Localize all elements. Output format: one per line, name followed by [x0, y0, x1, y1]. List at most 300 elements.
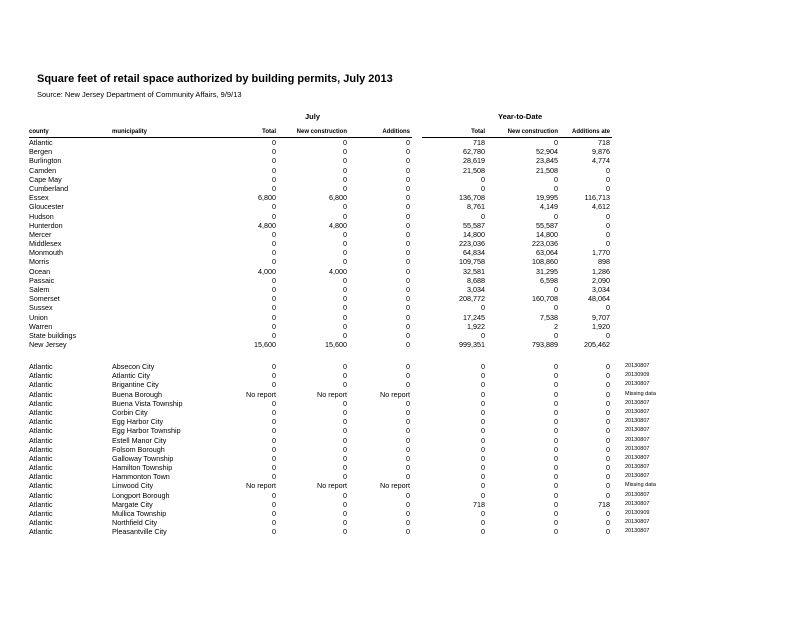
county-cell: Atlantic — [29, 389, 53, 399]
county-cell: Atlantic — [29, 380, 53, 390]
ytd-additions-cell: 0 — [606, 527, 610, 537]
county-cell: Atlantic — [29, 509, 53, 518]
county-row — [0, 202, 800, 211]
county-cell: New Jersey — [29, 340, 67, 350]
ytd-additions-cell: 0 — [606, 444, 610, 454]
ytd-total-cell: 0 — [481, 183, 485, 193]
group-header-july: July — [305, 112, 321, 121]
july-total-cell: 15,600 — [254, 340, 276, 350]
ytd-total-cell: 0 — [481, 426, 485, 436]
july-additions-cell: 0 — [406, 490, 410, 500]
ytd-additions-cell: 9,876 — [592, 147, 610, 157]
county-cell: Hudson — [29, 211, 54, 221]
ytd-additions-cell: 0 — [606, 389, 610, 399]
july-total-cell: 0 — [272, 229, 276, 239]
july-total-cell: 0 — [272, 435, 276, 445]
ytd-total-cell: 0 — [481, 398, 485, 408]
ytd-additions-cell: 0 — [606, 481, 610, 491]
county-cell: Union — [29, 312, 48, 322]
ytd-new-construction-cell: 0 — [554, 417, 558, 427]
ytd-total-cell: 0 — [481, 509, 485, 518]
municipality-cell: Folsom Borough — [112, 444, 165, 454]
july-additions-cell: 0 — [406, 202, 410, 212]
ytd-total-cell: 14,800 — [463, 229, 485, 239]
county-cell: Morris — [29, 257, 49, 267]
july-new-construction-cell: 4,000 — [329, 266, 347, 276]
county-cell: Camden — [29, 165, 57, 175]
municipality-cell: Linwood City — [112, 481, 154, 491]
ytd-total-cell: 109,758 — [459, 257, 485, 267]
july-new-construction-cell: 0 — [343, 490, 347, 500]
ytd-new-construction-cell: 0 — [554, 509, 558, 518]
july-new-construction-cell: 0 — [343, 509, 347, 518]
county-cell: Atlantic — [29, 435, 53, 445]
ytd-total-cell: 0 — [481, 211, 485, 221]
municipality-cell: Margate City — [112, 499, 153, 509]
ytd-total-cell: 999,351 — [459, 340, 485, 350]
municipality-row — [0, 380, 800, 389]
ytd-new-construction-cell: 0 — [554, 499, 558, 509]
july-total-cell: 0 — [272, 371, 276, 381]
ytd-total-cell: 62,780 — [463, 147, 485, 157]
report-date-cell: 20130807 — [625, 399, 650, 406]
july-additions-cell: 0 — [406, 426, 410, 436]
ytd-new-construction-cell: 0 — [554, 426, 558, 436]
county-row — [0, 175, 800, 184]
july-total-cell: 0 — [272, 312, 276, 322]
ytd-new-construction-cell: 0 — [554, 330, 558, 340]
county-cell: Atlantic — [29, 481, 53, 491]
ytd-new-construction-cell: 23,845 — [536, 156, 558, 166]
ytd-total-cell: 0 — [481, 330, 485, 340]
report-date-cell: Missing data — [625, 390, 656, 397]
municipality-row — [0, 454, 800, 463]
ytd-additions-cell: 9,707 — [592, 312, 610, 322]
report-date-cell: 20130807 — [625, 381, 650, 388]
july-new-construction-cell: 0 — [343, 426, 347, 436]
header-municipality: municipality — [112, 129, 148, 135]
ytd-new-construction-cell: 0 — [554, 183, 558, 193]
ytd-new-construction-cell: 0 — [554, 380, 558, 390]
july-total-cell: 4,800 — [258, 220, 276, 230]
county-cell: State buildings — [29, 330, 77, 340]
county-cell: Atlantic — [29, 398, 53, 408]
report-date-cell: 20130807 — [625, 363, 650, 369]
ytd-additions-cell: 0 — [606, 220, 610, 230]
july-total-cell: 0 — [272, 257, 276, 267]
ytd-new-construction-cell: 21,508 — [536, 165, 558, 175]
ytd-new-construction-cell: 0 — [554, 444, 558, 454]
ytd-additions-cell: 116,713 — [584, 193, 610, 203]
july-new-construction-cell: 0 — [343, 211, 347, 221]
county-cell: Burlington — [29, 156, 62, 166]
county-cell: Mercer — [29, 229, 52, 239]
july-total-cell: 0 — [272, 275, 276, 285]
ytd-total-cell: 32,581 — [463, 266, 485, 276]
header-ytd-new: New construction — [507, 129, 558, 135]
ytd-new-construction-cell: 63,064 — [536, 248, 558, 258]
ytd-additions-cell: 0 — [606, 362, 610, 371]
county-cell: Atlantic — [29, 138, 53, 147]
county-cell: Salem — [29, 285, 50, 294]
municipality-row — [0, 445, 800, 454]
ytd-new-construction-cell: 4,149 — [540, 202, 558, 212]
july-additions-cell: 0 — [406, 312, 410, 322]
ytd-additions-cell: 0 — [606, 490, 610, 500]
ytd-new-construction-cell: 0 — [554, 463, 558, 473]
ytd-new-construction-cell: 14,800 — [536, 229, 558, 239]
july-new-construction-cell: 0 — [343, 321, 347, 331]
county-cell: Gloucester — [29, 202, 64, 212]
ytd-new-construction-cell: 0 — [554, 174, 558, 184]
july-additions-cell: 0 — [406, 174, 410, 184]
municipality-cell: Buena Vista Township — [112, 398, 183, 408]
ytd-new-construction-cell: 0 — [554, 285, 558, 294]
ytd-additions-cell: 0 — [606, 398, 610, 408]
july-total-cell: 0 — [272, 174, 276, 184]
county-cell: Atlantic — [29, 463, 53, 473]
ytd-total-cell: 21,508 — [463, 165, 485, 175]
ytd-new-construction-cell: 160,708 — [532, 294, 558, 304]
county-row — [0, 257, 800, 266]
july-total-cell: 0 — [272, 426, 276, 436]
ytd-total-cell: 8,761 — [467, 202, 485, 212]
july-additions-cell: 0 — [406, 362, 410, 371]
ytd-additions-cell: 898 — [598, 257, 610, 267]
county-row — [0, 138, 800, 147]
ytd-new-construction-cell: 2 — [554, 321, 558, 331]
july-new-construction-cell: 0 — [343, 472, 347, 482]
county-cell: Passaic — [29, 275, 55, 285]
header-july-total: Total — [262, 129, 276, 135]
ytd-additions-cell: 0 — [606, 380, 610, 390]
july-additions-cell: 0 — [406, 499, 410, 509]
july-new-construction-cell: 15,600 — [325, 340, 347, 350]
ytd-additions-cell: 0 — [606, 463, 610, 473]
municipality-cell: Hammonton Town — [112, 472, 170, 482]
county-cell: Essex — [29, 193, 49, 203]
ytd-additions-cell: 0 — [606, 174, 610, 184]
july-total-cell: 0 — [272, 165, 276, 175]
county-cell: Cumberland — [29, 183, 69, 193]
ytd-additions-cell: 0 — [606, 371, 610, 381]
ytd-additions-cell: 4,612 — [592, 202, 610, 212]
municipality-cell: Corbin City — [112, 407, 148, 417]
july-new-construction-cell: 0 — [343, 312, 347, 322]
county-row — [0, 340, 800, 349]
county-row — [0, 313, 800, 322]
ytd-additions-cell: 2,090 — [592, 275, 610, 285]
county-cell: Atlantic — [29, 490, 53, 500]
ytd-total-cell: 718 — [473, 499, 485, 509]
municipality-row — [0, 362, 800, 371]
ytd-additions-cell: 1,770 — [592, 248, 610, 258]
county-cell: Atlantic — [29, 499, 53, 509]
july-new-construction-cell: 0 — [343, 518, 347, 528]
ytd-new-construction-cell: 52,904 — [536, 147, 558, 157]
municipality-row — [0, 399, 800, 408]
ytd-new-construction-cell: 0 — [554, 389, 558, 399]
municipality-row — [0, 408, 800, 417]
ytd-new-construction-cell: 0 — [554, 211, 558, 221]
county-row — [0, 147, 800, 156]
ytd-total-cell: 1,922 — [467, 321, 485, 331]
header-county: county — [29, 129, 49, 135]
ytd-total-cell: 0 — [481, 303, 485, 313]
ytd-new-construction-cell: 0 — [554, 472, 558, 482]
july-additions-cell: 0 — [406, 321, 410, 331]
county-row — [0, 239, 800, 248]
july-new-construction-cell: 0 — [343, 380, 347, 390]
july-additions-cell: 0 — [406, 509, 410, 518]
county-row — [0, 212, 800, 221]
july-additions-cell: 0 — [406, 266, 410, 276]
ytd-new-construction-cell: 55,587 — [536, 220, 558, 230]
county-row — [0, 193, 800, 202]
july-new-construction-cell: 0 — [343, 398, 347, 408]
july-total-cell: 0 — [272, 463, 276, 473]
ytd-additions-cell: 718 — [598, 499, 610, 509]
header-july-new: New construction — [296, 129, 347, 135]
july-new-construction-cell: 0 — [343, 453, 347, 463]
ytd-total-cell: 208,772 — [459, 294, 485, 304]
municipality-row — [0, 436, 800, 445]
ytd-additions-cell: 718 — [598, 138, 610, 147]
ytd-additions-cell: 0 — [606, 417, 610, 427]
july-total-cell: 0 — [272, 330, 276, 340]
ytd-additions-cell: 0 — [606, 165, 610, 175]
municipality-cell: Hamilton Township — [112, 463, 173, 473]
group-header-ytd: Year-to-Date — [498, 112, 543, 121]
ytd-additions-cell: 48,064 — [588, 294, 610, 304]
ytd-total-cell: 0 — [481, 518, 485, 528]
municipality-row — [0, 472, 800, 481]
ytd-total-cell: 17,245 — [463, 312, 485, 322]
july-additions-cell: 0 — [406, 407, 410, 417]
municipality-row — [0, 390, 800, 399]
ytd-additions-cell: 0 — [606, 472, 610, 482]
municipality-cell: Absecon City — [112, 362, 155, 371]
municipality-row — [0, 481, 800, 490]
july-additions-cell: 0 — [406, 285, 410, 294]
july-total-cell: 0 — [272, 248, 276, 258]
july-additions-cell: 0 — [406, 211, 410, 221]
report-date-cell: 20130909 — [625, 510, 650, 516]
municipality-row — [0, 371, 800, 380]
county-cell: Warren — [29, 321, 53, 331]
july-new-construction-cell: 0 — [343, 417, 347, 427]
ytd-total-cell: 28,619 — [463, 156, 485, 166]
ytd-additions-cell: 0 — [606, 229, 610, 239]
ytd-new-construction-cell: 793,889 — [532, 340, 558, 350]
july-additions-cell: 0 — [406, 220, 410, 230]
report-title: Square feet of retail space authorized by building permits, July 2013 — [37, 73, 393, 85]
ytd-total-cell: 64,834 — [463, 248, 485, 258]
ytd-total-cell: 0 — [481, 527, 485, 537]
municipality-cell: Northfield City — [112, 518, 158, 528]
report-date-cell: 20130807 — [625, 445, 650, 452]
report-date-cell: 20130909 — [625, 372, 650, 379]
county-row — [0, 184, 800, 193]
ytd-additions-cell: 0 — [606, 211, 610, 221]
july-new-construction-cell: 4,800 — [329, 220, 347, 230]
july-total-cell: 0 — [272, 490, 276, 500]
ytd-additions-cell: 0 — [606, 518, 610, 528]
municipality-cell: Buena Borough — [112, 389, 162, 399]
ytd-total-cell: 0 — [481, 490, 485, 500]
ytd-additions-cell: 0 — [606, 453, 610, 463]
county-row — [0, 156, 800, 165]
july-additions-cell: 0 — [406, 156, 410, 166]
july-total-cell: 0 — [272, 417, 276, 427]
ytd-new-construction-cell: 31,295 — [536, 266, 558, 276]
july-total-cell: 0 — [272, 303, 276, 313]
ytd-new-construction-cell: 0 — [554, 518, 558, 528]
july-additions-cell: 0 — [406, 340, 410, 350]
july-additions-cell: 0 — [406, 417, 410, 427]
july-new-construction-cell: 0 — [343, 435, 347, 445]
ytd-total-cell: 0 — [481, 389, 485, 399]
july-new-construction-cell: 0 — [343, 165, 347, 175]
report-date-cell: 20130807 — [625, 519, 650, 526]
july-additions-cell: 0 — [406, 453, 410, 463]
county-row — [0, 303, 800, 312]
july-new-construction-cell: 0 — [343, 229, 347, 239]
july-total-cell: 0 — [272, 380, 276, 390]
ytd-total-cell: 0 — [481, 371, 485, 381]
july-total-cell: 0 — [272, 239, 276, 249]
july-total-cell: 0 — [272, 321, 276, 331]
july-additions-cell: 0 — [406, 303, 410, 313]
ytd-additions-cell: 0 — [606, 330, 610, 340]
report-date-cell: 20130807 — [625, 418, 650, 425]
july-additions-cell: 0 — [406, 371, 410, 381]
ytd-total-cell: 223,036 — [459, 239, 485, 249]
july-additions-cell: 0 — [406, 380, 410, 390]
ytd-total-cell: 8,688 — [467, 275, 485, 285]
county-cell: Atlantic — [29, 407, 53, 417]
july-new-construction-cell: 0 — [343, 499, 347, 509]
july-new-construction-cell: 0 — [343, 330, 347, 340]
municipality-cell: Longport Borough — [112, 490, 170, 500]
ytd-additions-cell: 3,034 — [592, 285, 610, 294]
county-cell: Atlantic — [29, 362, 53, 371]
ytd-new-construction-cell: 0 — [554, 527, 558, 537]
ytd-total-cell: 0 — [481, 453, 485, 463]
july-additions-cell: 0 — [406, 239, 410, 249]
county-cell: Ocean — [29, 266, 51, 276]
municipality-row — [0, 527, 800, 536]
july-new-construction-cell: No report — [317, 389, 347, 399]
report-date-cell: 20130807 — [625, 454, 650, 461]
july-total-cell: 0 — [272, 499, 276, 509]
county-cell: Atlantic — [29, 426, 53, 436]
municipality-row — [0, 417, 800, 426]
municipality-cell: Egg Harbor Township — [112, 426, 181, 436]
ytd-new-construction-cell: 0 — [554, 435, 558, 445]
municipality-cell: Egg Harbor City — [112, 417, 164, 427]
ytd-additions-cell: 0 — [606, 303, 610, 313]
county-cell: Atlantic — [29, 527, 53, 537]
county-cell: Atlantic — [29, 453, 53, 463]
july-total-cell: 0 — [272, 509, 276, 518]
county-cell: Bergen — [29, 147, 53, 157]
municipality-row — [0, 518, 800, 527]
july-total-cell: 0 — [272, 444, 276, 454]
july-total-cell: No report — [246, 481, 276, 491]
county-row — [0, 221, 800, 230]
july-new-construction-cell: 0 — [343, 248, 347, 258]
report-date-cell: 20130807 — [625, 491, 650, 498]
july-new-construction-cell: 0 — [343, 463, 347, 473]
municipality-cell: Pleasantville City — [112, 527, 167, 537]
july-new-construction-cell: 0 — [343, 257, 347, 267]
report-date-cell: 20130807 — [625, 427, 650, 434]
report-date-cell: 20130807 — [625, 464, 650, 471]
july-new-construction-cell: 0 — [343, 202, 347, 212]
ytd-total-cell: 0 — [481, 444, 485, 454]
ytd-new-construction-cell: 0 — [554, 453, 558, 463]
county-row — [0, 294, 800, 303]
july-new-construction-cell: 0 — [343, 407, 347, 417]
report-date-cell: 20130807 — [625, 473, 650, 480]
july-additions-cell: 0 — [406, 472, 410, 482]
july-total-cell: 0 — [272, 211, 276, 221]
municipality-cell: Atlantic City — [112, 371, 150, 381]
july-new-construction-cell: 0 — [343, 147, 347, 157]
july-additions-cell: 0 — [406, 147, 410, 157]
county-row — [0, 267, 800, 276]
ytd-additions-cell: 0 — [606, 239, 610, 249]
july-total-cell: 0 — [272, 147, 276, 157]
county-cell: Somerset — [29, 294, 60, 304]
municipality-row — [0, 426, 800, 435]
ytd-additions-cell: 0 — [606, 435, 610, 445]
ytd-additions-cell: 0 — [606, 509, 610, 518]
county-summary-table — [0, 138, 800, 349]
july-additions-cell: 0 — [406, 183, 410, 193]
county-cell: Monmouth — [29, 248, 63, 258]
july-new-construction-cell: 0 — [343, 285, 347, 294]
july-total-cell: 0 — [272, 138, 276, 147]
municipality-cell: Mullica Township — [112, 509, 167, 518]
july-new-construction-cell: 0 — [343, 138, 347, 147]
july-additions-cell: 0 — [406, 444, 410, 454]
july-new-construction-cell: 0 — [343, 362, 347, 371]
july-total-cell: 0 — [272, 362, 276, 371]
july-total-cell: 0 — [272, 518, 276, 528]
report-date-cell: 20130807 — [625, 408, 650, 415]
ytd-new-construction-cell: 0 — [554, 303, 558, 313]
july-total-cell: 0 — [272, 453, 276, 463]
county-cell: Middlesex — [29, 239, 62, 249]
report-date-cell: 20130807 — [625, 500, 650, 507]
county-cell: Atlantic — [29, 371, 53, 381]
july-additions-cell: 0 — [406, 435, 410, 445]
july-total-cell: 6,800 — [258, 193, 276, 203]
ytd-new-construction-cell: 0 — [554, 362, 558, 371]
ytd-new-construction-cell: 0 — [554, 371, 558, 381]
ytd-total-cell: 136,708 — [459, 193, 485, 203]
ytd-total-cell: 0 — [481, 380, 485, 390]
ytd-new-construction-cell: 0 — [554, 138, 558, 147]
municipality-row — [0, 491, 800, 500]
ytd-new-construction-cell: 7,538 — [540, 312, 558, 322]
county-row — [0, 331, 800, 340]
ytd-additions-cell: 0 — [606, 426, 610, 436]
ytd-additions-cell: 1,286 — [592, 266, 610, 276]
municipality-table — [0, 362, 800, 537]
